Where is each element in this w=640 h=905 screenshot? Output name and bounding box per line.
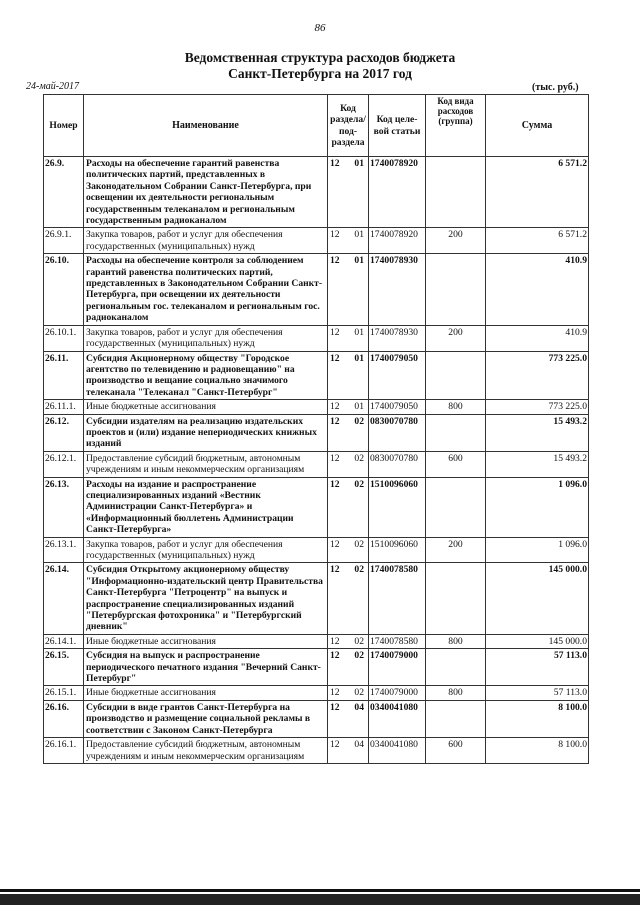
subsection-code: 01	[354, 255, 364, 267]
section-code: 12	[330, 478, 340, 490]
row-expense-type: 200	[426, 325, 486, 351]
row-name: Закупка товаров, работ и услуг для обеспечения государственных (муниципальных) нужд	[84, 228, 328, 254]
row-number: 26.10.	[44, 254, 84, 325]
row-name: Предоставление субсидий бюджетным, автономным учреждениям и иным некоммерческим организациям	[84, 738, 328, 764]
table-row	[44, 325, 589, 351]
row-name: Иные бюджетные ассигнования	[84, 400, 328, 414]
row-expense-type	[426, 563, 486, 634]
row-section-code	[328, 537, 369, 563]
row-number: 26.13.1.	[44, 537, 84, 563]
table-header-row	[44, 95, 589, 157]
row-expense-type	[426, 700, 486, 737]
section-code: 12	[330, 415, 340, 427]
section-code: 12	[330, 158, 340, 169]
row-expense-type: 800	[426, 634, 486, 648]
row-target-code: 1740079000	[369, 686, 426, 700]
row-section-code	[328, 451, 369, 477]
table-row	[44, 563, 589, 634]
row-target-code: 1510096060	[369, 537, 426, 563]
row-section-code	[328, 738, 369, 764]
subsection-code: 02	[354, 452, 364, 464]
row-section-code	[328, 686, 369, 700]
subsection-code: 02	[354, 415, 364, 427]
table-row	[44, 400, 589, 414]
row-name: Субсидии издателям на реализацию издательских проектов и (или) издание непериодических книжных изданий	[84, 414, 328, 451]
row-amount: 145 000.0	[486, 563, 589, 634]
subsection-code: 01	[354, 158, 364, 169]
section-code: 12	[330, 229, 340, 241]
scan-edge	[0, 889, 640, 905]
section-code: 12	[330, 564, 340, 576]
subsection-code: 02	[354, 538, 364, 550]
row-amount: 6 571.2	[486, 228, 589, 254]
subsection-code: 02	[354, 478, 364, 490]
row-number: 26.12.	[44, 414, 84, 451]
row-target-code: 1740079000	[369, 649, 426, 686]
title-line-1: Ведомственная структура расходов бюджета	[184, 50, 456, 65]
row-target-code: 1740079050	[369, 400, 426, 414]
row-target-code: 0340041080	[369, 700, 426, 737]
section-code: 12	[330, 352, 340, 364]
row-amount: 57 113.0	[486, 649, 589, 686]
header-number: Номер	[44, 95, 84, 157]
table-row	[44, 414, 589, 451]
row-amount: 6 571.2	[486, 157, 589, 228]
row-expense-type: 800	[426, 400, 486, 414]
subsection-code: 02	[354, 687, 364, 699]
section-code: 12	[330, 739, 340, 751]
row-section-code	[328, 649, 369, 686]
row-number: 26.9.	[44, 157, 84, 228]
row-number: 26.11.1.	[44, 400, 84, 414]
row-section-code	[328, 254, 369, 325]
row-target-code: 1740078930	[369, 325, 426, 351]
row-expense-type	[426, 351, 486, 400]
subsection-code: 04	[354, 701, 364, 713]
row-name: Субсидия Открытому акционерному обществу "Информационно-издательский центр Правительства Санкт-Петербурга "Петроцентр" на выпуск и распространение специализированных изданий "Петербургская фотохроника" и "Петербургский дневник"	[84, 563, 328, 634]
page-number: 86	[314, 22, 326, 34]
section-code: 12	[330, 326, 340, 338]
row-expense-type: 600	[426, 738, 486, 764]
row-name: Предоставление субсидий бюджетным, автономным учреждениям и иным некоммерческим организациям	[84, 451, 328, 477]
row-expense-type: 200	[426, 537, 486, 563]
row-amount: 8 100.0	[486, 738, 589, 764]
document-date: 24-май-2017	[26, 81, 80, 92]
table-row	[44, 686, 589, 700]
row-name: Расходы на издание и распространение специализированных изданий «Вестник Администрации Санкт-Петербурга» и «Информационный бюллетень Администрации Санкт-Петербурга»	[84, 477, 328, 537]
table-row	[44, 477, 589, 537]
row-target-code: 1740078580	[369, 634, 426, 648]
row-name: Иные бюджетные ассигнования	[84, 634, 328, 648]
document-title	[0, 50, 640, 82]
subsection-code: 02	[354, 650, 364, 662]
row-section-code	[328, 351, 369, 400]
header-amount: Сумма	[486, 95, 589, 157]
row-name: Закупка товаров, работ и услуг для обеспечения государственных (муниципальных) нужд	[84, 537, 328, 563]
table-row	[44, 157, 589, 228]
row-amount: 773 225.0	[486, 351, 589, 400]
row-expense-type	[426, 477, 486, 537]
row-section-code	[328, 400, 369, 414]
section-code: 12	[330, 635, 340, 647]
table-row	[44, 537, 589, 563]
row-target-code: 1510096060	[369, 477, 426, 537]
row-section-code	[328, 700, 369, 737]
table-row	[44, 738, 589, 764]
row-target-code: 0830070780	[369, 451, 426, 477]
row-number: 26.14.	[44, 563, 84, 634]
row-number: 26.10.1.	[44, 325, 84, 351]
row-number: 26.15.	[44, 649, 84, 686]
row-expense-type	[426, 414, 486, 451]
header-expense-type: Код вида расходов (группа)	[426, 95, 486, 157]
header-target: Код целе- вой статьи	[369, 95, 426, 157]
row-expense-type	[426, 254, 486, 325]
row-amount: 15 493.2	[486, 414, 589, 451]
table-row	[44, 351, 589, 400]
section-code: 12	[330, 401, 340, 413]
row-expense-type: 200	[426, 228, 486, 254]
row-target-code: 1740078920	[369, 157, 426, 228]
row-amount: 1 096.0	[486, 477, 589, 537]
subsection-code: 01	[354, 326, 364, 338]
row-amount: 410.9	[486, 325, 589, 351]
row-expense-type: 800	[426, 686, 486, 700]
subsection-code: 04	[354, 739, 364, 751]
row-section-code	[328, 414, 369, 451]
subsection-code: 02	[354, 635, 364, 647]
row-name: Закупка товаров, работ и услуг для обеспечения государственных (муниципальных) нужд	[84, 325, 328, 351]
row-amount: 773 225.0	[486, 400, 589, 414]
row-target-code: 1740078930	[369, 254, 426, 325]
row-section-code	[328, 157, 369, 228]
row-section-code	[328, 477, 369, 537]
header-section: Код раздела/ под- раздела	[328, 95, 369, 157]
subsection-code: 02	[354, 564, 364, 576]
row-number: 26.11.	[44, 351, 84, 400]
subsection-code: 01	[354, 352, 364, 364]
row-number: 26.14.1.	[44, 634, 84, 648]
subsection-code: 01	[354, 401, 364, 413]
title-line-2: Санкт-Петербурга на 2017 год	[228, 66, 412, 81]
row-target-code: 1740079050	[369, 351, 426, 400]
row-name: Субсидия на выпуск и распространение периодического печатного издания "Вечерний Санкт-Петербург"	[84, 649, 328, 686]
table-row	[44, 254, 589, 325]
table-row	[44, 649, 589, 686]
row-number: 26.15.1.	[44, 686, 84, 700]
row-amount: 8 100.0	[486, 700, 589, 737]
subsection-code: 01	[354, 229, 364, 241]
row-target-code: 1740078580	[369, 563, 426, 634]
row-target-code: 1740078920	[369, 228, 426, 254]
row-name: Расходы на обеспечение контроля за соблюдением гарантий равенства политических партий, представленных в Законодательном Собрании Санкт-Петербурга, при освещении их деятельности региональным гос. телеканалом и региональным гос. радиоканалом	[84, 254, 328, 325]
row-name: Иные бюджетные ассигнования	[84, 686, 328, 700]
row-expense-type: 600	[426, 451, 486, 477]
row-name: Субсидии в виде грантов Санкт-Петербурга на производство и размещение социальной рекламы в соответствии с Законом Санкт-Петербурга	[84, 700, 328, 737]
table-row	[44, 634, 589, 648]
table-body	[44, 157, 589, 764]
row-expense-type	[426, 649, 486, 686]
section-code: 12	[330, 650, 340, 662]
table-row	[44, 451, 589, 477]
section-code: 12	[330, 255, 340, 267]
row-amount: 1 096.0	[486, 537, 589, 563]
table-row	[44, 228, 589, 254]
row-number: 26.9.1.	[44, 228, 84, 254]
row-amount: 410.9	[486, 254, 589, 325]
row-expense-type	[426, 157, 486, 228]
table-row	[44, 700, 589, 737]
section-code: 12	[330, 687, 340, 699]
section-code: 12	[330, 452, 340, 464]
row-number: 26.13.	[44, 477, 84, 537]
units-label: (тыс. руб.)	[532, 82, 579, 93]
row-section-code	[328, 634, 369, 648]
row-name: Субсидия Акционерному обществу "Городское агентство по телевидению и радиовещанию" на производство и вещание социально значимого телеканала "Телеканал "Санкт-Петербург"	[84, 351, 328, 400]
row-section-code	[328, 325, 369, 351]
header-name: Наименование	[84, 95, 328, 157]
row-amount: 145 000.0	[486, 634, 589, 648]
row-number: 26.12.1.	[44, 451, 84, 477]
row-number: 26.16.1.	[44, 738, 84, 764]
row-section-code	[328, 228, 369, 254]
budget-table	[43, 94, 589, 764]
row-name: Расходы на обеспечение гарантий равенства политических партий, представленных в Законодательном Собрании Санкт-Петербурга, при освещении их деятельности региональным государственным телеканалом и региональным государственным радиоканалом	[84, 157, 328, 228]
row-number: 26.16.	[44, 700, 84, 737]
section-code: 12	[330, 538, 340, 550]
row-amount: 57 113.0	[486, 686, 589, 700]
row-amount: 15 493.2	[486, 451, 589, 477]
row-target-code: 0340041080	[369, 738, 426, 764]
row-target-code: 0830070780	[369, 414, 426, 451]
section-code: 12	[330, 701, 340, 713]
row-section-code	[328, 563, 369, 634]
